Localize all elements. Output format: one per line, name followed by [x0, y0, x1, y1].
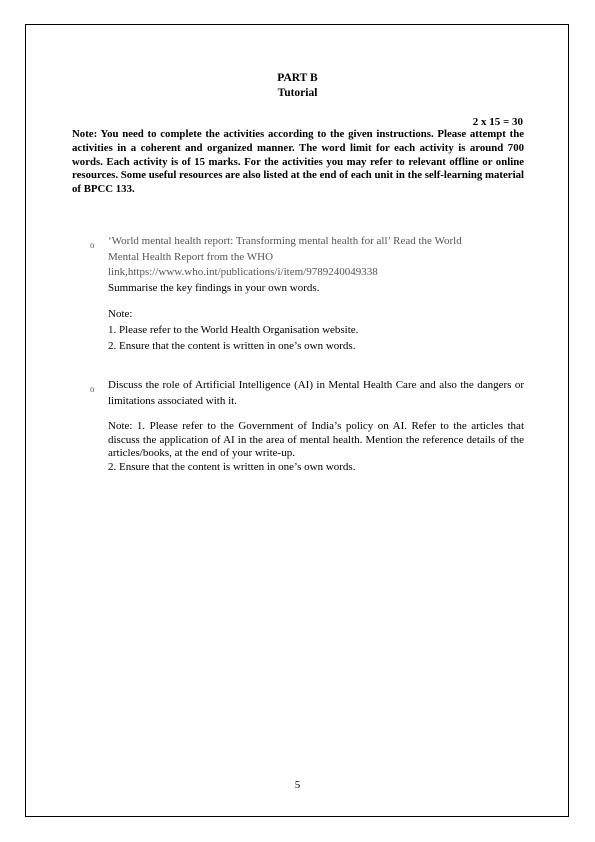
activity-1-note-2: 2. Ensure that the content is written in one’s own words. [108, 339, 356, 352]
part-subtitle: Tutorial [277, 87, 318, 99]
part-title: PART B [277, 72, 318, 84]
activity-1-note-1: 1. Please refer to the World Health Organisation website. [108, 323, 359, 336]
activity-1-bullet-icon: o [90, 240, 95, 250]
activity-2-text: Discuss the role of Artificial Intelligence (AI) in Mental Health Care and also the dangers or limitations associated with it. [108, 379, 524, 407]
page-number: 5 [294, 779, 301, 791]
instructions-note: Note: You need to complete the activities according to the given instructions. Please attempt the activities in a coherent and organized manner. The word limit for each activity is around 700 words. Each activity is of 15 marks. For the activities you may refer to relevant offline or online resources. Some useful resources are also listed at the end of each unit in the self-learning material of BPCC 133. [72, 128, 524, 196]
activity-1-instruction: Summarise the key findings in your own words. [108, 281, 320, 294]
activity-2-note-2: 2. Ensure that the content is written in one’s own words. [108, 460, 356, 473]
activity-2-bullet-icon: o [90, 384, 95, 394]
activity-1-line-2: Mental Health Report from the WHO [108, 250, 274, 263]
activity-2-note-1: Note: 1. Please refer to the Government of India’s policy on AI. Refer to the articles that discuss the application of AI in the area of mental health. Mention the reference details of the articles/books, at the end of your write-up. [108, 420, 524, 460]
activity-1 [108, 234, 524, 354]
activity-2 [108, 378, 524, 475]
activity-1-note-label: Note: [108, 308, 133, 321]
activity-1-line-1: ‘World mental health report: Transforming mental health for all’ Read the World [108, 235, 462, 247]
activity-1-link: link,https://www.who.int/publications/i/item/9789240049338 [108, 266, 378, 279]
marks-allocation: 2 x 15 = 30 [472, 116, 523, 128]
